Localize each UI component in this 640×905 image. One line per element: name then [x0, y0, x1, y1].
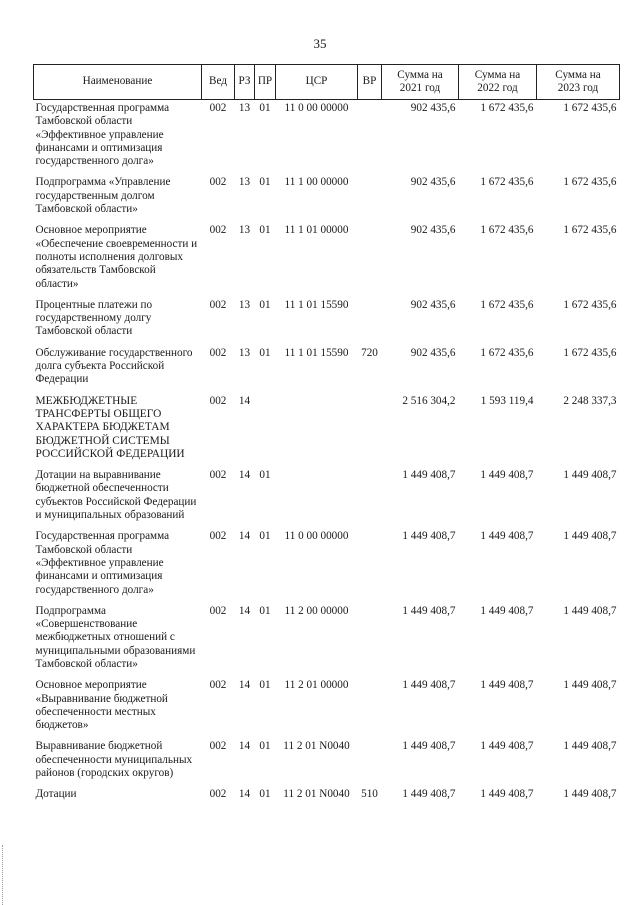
cell-sum-2023: 1 672 435,6 [563, 176, 617, 189]
cell-sum-2021: 1 449 408,7 [402, 740, 456, 753]
cell-sum-2022: 1 449 408,7 [480, 679, 534, 692]
cell-sum-2022: 1 672 435,6 [480, 346, 534, 359]
cell-ved: 002 [209, 102, 227, 114]
cell-rz: 14 [238, 394, 251, 407]
cell-pr: 01 [259, 740, 271, 753]
cell-name: Государственная программа Тамбовской области «Эффективное управление финансами и оптимизация государственного долга» [35, 530, 170, 596]
header-sum-2022-line2: 2022 год [477, 82, 518, 94]
cell-name: МЕЖБЮДЖЕТНЫЕ ТРАНСФЕРТЫ ОБЩЕГО ХАРАКТЕРА БЮДЖЕТАМ БЮДЖЕТНОЙ СИСТЕМЫ РОССИЙСКОЙ ФЕДЕРАЦИИ [35, 394, 185, 460]
cell-ved: 002 [209, 469, 227, 482]
table-row [34, 530, 620, 604]
cell-sum-2021: 902 435,6 [410, 224, 456, 237]
table-header-row [34, 65, 620, 100]
cell-pr: 01 [259, 224, 271, 237]
cell-pr: 01 [259, 788, 271, 801]
cell-name: Дотации на выравнивание бюджетной обеспеченности субъектов Российской Федерации и муниципальных образований [35, 469, 197, 522]
cell-csr: 11 1 01 15590 [284, 298, 349, 311]
cell-ved: 002 [209, 740, 227, 753]
cell-sum-2023: 1 449 408,7 [563, 604, 617, 617]
cell-sum-2023: 1 449 408,7 [563, 679, 617, 692]
cell-sum-2021: 902 435,6 [410, 102, 456, 114]
cell-sum-2022: 1 449 408,7 [480, 530, 534, 543]
cell-rz: 14 [238, 530, 251, 543]
cell-sum-2023: 2 248 337,3 [563, 394, 617, 407]
cell-sum-2021: 1 449 408,7 [402, 530, 456, 543]
cell-sum-2022: 1 449 408,7 [480, 604, 534, 617]
cell-sum-2023: 1 449 408,7 [563, 469, 617, 482]
header-sum-2021-line2: 2021 год [399, 82, 441, 94]
header-sum-2022 [459, 65, 537, 100]
cell-vr [358, 224, 382, 298]
cell-pr: 01 [259, 530, 271, 543]
cell-rz: 14 [238, 604, 251, 617]
table-row [34, 740, 620, 788]
cell-ved: 002 [209, 530, 227, 543]
cell-rz: 14 [238, 740, 251, 753]
cell-sum-2023: 1 449 408,7 [563, 740, 617, 753]
table-row [34, 100, 620, 177]
cell-name: Дотации [35, 788, 77, 801]
cell-sum-2021: 1 449 408,7 [402, 469, 456, 482]
cell-name: Основное мероприятие «Обеспечение своевременности и полноты исполнения долговых обязательств Тамбовской области» [35, 224, 198, 290]
cell-ved: 002 [209, 224, 227, 237]
cell-rz: 13 [238, 346, 251, 359]
header-sum-2023-line2: 2023 год [557, 82, 599, 94]
table-row [34, 224, 620, 298]
cell-pr: 01 [259, 176, 271, 189]
cell-sum-2021: 902 435,6 [410, 298, 456, 311]
cell-sum-2023: 1 449 408,7 [563, 788, 617, 801]
table-body [34, 100, 620, 810]
cell-vr [358, 530, 382, 604]
header-name: Наименование [34, 65, 202, 100]
cell-csr: 11 0 00 00000 [284, 102, 349, 114]
cell-pr: 01 [259, 102, 271, 114]
cell-pr: 01 [259, 346, 271, 359]
cell-sum-2021: 2 516 304,2 [402, 394, 456, 407]
header-vr: ВР [358, 65, 382, 100]
cell-name: Процентные платежи по государственному долгу Тамбовской области [35, 298, 153, 338]
table-row [34, 469, 620, 530]
margin-scan-mark [2, 845, 5, 905]
cell-vr [358, 740, 382, 788]
cell-sum-2021: 1 449 408,7 [402, 679, 456, 692]
cell-ved: 002 [209, 346, 227, 359]
table-row [34, 395, 620, 469]
cell-sum-2023: 1 449 408,7 [563, 530, 617, 543]
header-sum-2022-line1: Сумма на [474, 68, 521, 81]
header-sum-2023 [537, 65, 620, 100]
cell-ved: 002 [209, 679, 227, 692]
cell-sum-2021: 1 449 408,7 [402, 788, 456, 801]
cell-name: Государственная программа Тамбовской области «Эффективное управление финансами и оптимизация государственного долга» [35, 102, 170, 168]
cell-sum-2022: 1 672 435,6 [480, 298, 534, 311]
table-row [34, 788, 620, 809]
cell-csr: 11 1 01 15590 [284, 346, 349, 359]
cell-name: Выравнивание бюджетной обеспеченности муниципальных районов (городских округов) [35, 740, 193, 780]
table-row [34, 679, 620, 740]
cell-csr: 11 2 01 N0040 [283, 740, 350, 753]
cell-sum-2022: 1 672 435,6 [480, 102, 534, 114]
cell-csr [276, 469, 358, 530]
header-ved: Вед [202, 65, 235, 100]
cell-vr [358, 679, 382, 740]
cell-pr [255, 395, 276, 469]
cell-ved: 002 [209, 604, 227, 617]
cell-rz: 14 [238, 469, 251, 482]
cell-sum-2023: 1 672 435,6 [563, 224, 617, 237]
cell-sum-2023: 1 672 435,6 [563, 346, 617, 359]
cell-ved: 002 [209, 176, 227, 189]
cell-csr: 11 1 00 00000 [284, 176, 349, 189]
cell-csr: 11 2 01 00000 [284, 679, 349, 692]
header-sum-2021-line1: Сумма на [397, 68, 443, 81]
cell-vr [358, 100, 382, 177]
cell-rz: 14 [238, 788, 251, 801]
cell-rz: 13 [238, 224, 251, 237]
header-csr: ЦСР [276, 65, 358, 100]
cell-sum-2021: 1 449 408,7 [402, 604, 456, 617]
cell-sum-2022: 1 449 408,7 [480, 740, 534, 753]
cell-csr: 11 2 01 N0040 [283, 788, 350, 801]
cell-sum-2023: 1 672 435,6 [563, 298, 617, 311]
cell-pr: 01 [259, 469, 271, 482]
cell-sum-2022: 1 672 435,6 [480, 176, 534, 189]
cell-ved: 002 [209, 298, 227, 311]
header-sum-2023-line1: Сумма на [555, 68, 601, 81]
cell-csr: 11 0 00 00000 [284, 530, 349, 543]
cell-sum-2023: 1 672 435,6 [563, 102, 617, 114]
table-row [34, 299, 620, 347]
cell-pr: 01 [259, 298, 271, 311]
header-pr: ПР [255, 65, 276, 100]
table-row [34, 605, 620, 679]
cell-rz: 14 [238, 679, 251, 692]
cell-vr: 720 [361, 346, 378, 359]
cell-sum-2021: 902 435,6 [410, 346, 456, 359]
cell-vr: 510 [361, 788, 378, 801]
cell-pr: 01 [259, 604, 271, 617]
cell-name: Основное мероприятие «Выравнивание бюджетной обеспеченности местных бюджетов» [35, 679, 168, 732]
header-rz: РЗ [235, 65, 255, 100]
cell-ved: 002 [209, 788, 227, 801]
cell-rz: 13 [238, 298, 251, 311]
table-row [34, 176, 620, 224]
cell-vr [358, 176, 382, 224]
cell-name: Обслуживание государственного долга субъекта Российской Федерации [35, 346, 193, 386]
budget-table [33, 64, 620, 810]
cell-name: Подпрограмма «Управление государственным долгом Тамбовской области» [35, 176, 171, 216]
cell-vr [358, 469, 382, 530]
page-number: 35 [313, 36, 327, 51]
cell-sum-2022: 1 672 435,6 [480, 224, 534, 237]
cell-ved: 002 [209, 394, 227, 407]
cell-rz: 13 [238, 176, 251, 189]
cell-vr [358, 395, 382, 469]
cell-sum-2022: 1 593 119,4 [480, 394, 534, 407]
cell-csr [276, 395, 358, 469]
header-sum-2021 [382, 65, 459, 100]
cell-vr [358, 299, 382, 347]
cell-sum-2022: 1 449 408,7 [480, 469, 534, 482]
cell-csr: 11 1 01 00000 [284, 224, 349, 237]
cell-rz: 13 [238, 102, 251, 114]
cell-name: Подпрограмма «Совершенствование межбюджетных отношений с муниципальными образованиями Тамбовской области» [35, 604, 196, 670]
cell-vr [358, 605, 382, 679]
cell-sum-2022: 1 449 408,7 [480, 788, 534, 801]
cell-sum-2021: 902 435,6 [410, 176, 456, 189]
table-row [34, 347, 620, 395]
cell-pr: 01 [259, 679, 271, 692]
cell-csr: 11 2 00 00000 [284, 604, 349, 617]
